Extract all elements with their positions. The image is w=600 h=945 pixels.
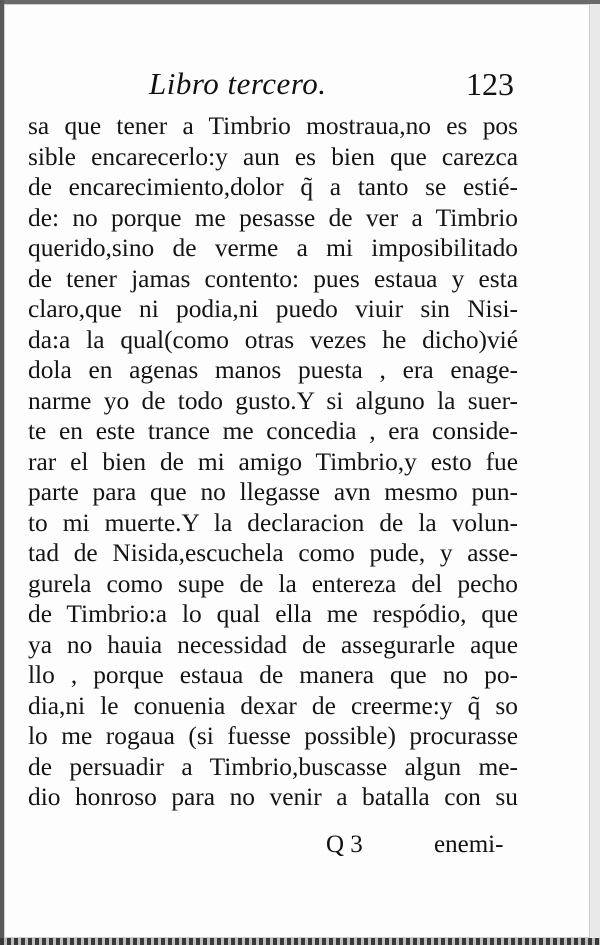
text-line: tad de Nisida,escuchela como pude, y asse- [28, 539, 518, 567]
text-line: ya no hauia necessidad de assegurarle aque [28, 630, 518, 659]
text-line: querido,sino de verme a mi imposibilitado [28, 234, 518, 262]
text-line: narme yo de todo gusto.Y si alguno la suer- [28, 386, 518, 415]
text-line: de tener jamas contento: pues estaua y esta [28, 264, 518, 293]
text-line: lo me rogaua (si fuesse possible) procurasse [28, 722, 518, 750]
page-header [149, 66, 519, 110]
book-page [4, 4, 590, 938]
text-line: da:a la qual(como otras vezes he dicho)vié [28, 325, 518, 354]
body-text [28, 111, 518, 813]
text-line: sa que tener a Timbrio mostraua,no es pos [28, 112, 518, 140]
text-line: parte para que no llegasse avn mesmo pun- [28, 478, 518, 506]
text-line: de persuadir a Timbrio,buscasse algun me- [28, 752, 518, 781]
signature-mark: Q 3 [326, 831, 363, 858]
text-line: claro,que ni podia,ni puedo viuir sin Nisi- [28, 295, 518, 323]
text-line: dio honroso para no venir a batalla con su [28, 783, 518, 811]
text-line: dia,ni le conuenia dexar de creerme:y q̃ so [28, 691, 518, 720]
page-bottom-edge [0, 938, 600, 945]
text-line: llo , porque estaua de manera que no po- [28, 661, 518, 689]
text-line: de Timbrio:a lo qual ella me respódio, que [28, 600, 518, 628]
page-number: 123 [466, 66, 514, 102]
text-line: te en este trance me concedia , era conside- [28, 417, 518, 445]
text-line: de: no porque me pesasse de ver a Timbrio [28, 203, 518, 232]
text-line: de encarecimiento,dolor q̃ a tanto se estié- [28, 173, 518, 201]
text-line: sible encarecerlo:y aun es bien que carezca [28, 142, 518, 171]
text-line: to mi muerte.Y la declaracion de la volun- [28, 508, 518, 537]
text-line: rar el bien de mi amigo Timbrio,y esto fue [28, 447, 518, 476]
catchword: enemi- [434, 831, 504, 858]
running-title: Libro tercero. [149, 66, 327, 101]
text-line: gurela como supe de la entereza del pecho [28, 569, 518, 598]
text-line: dola en agenas manos puesta , era enage- [28, 356, 518, 384]
page-footer [4, 831, 590, 865]
